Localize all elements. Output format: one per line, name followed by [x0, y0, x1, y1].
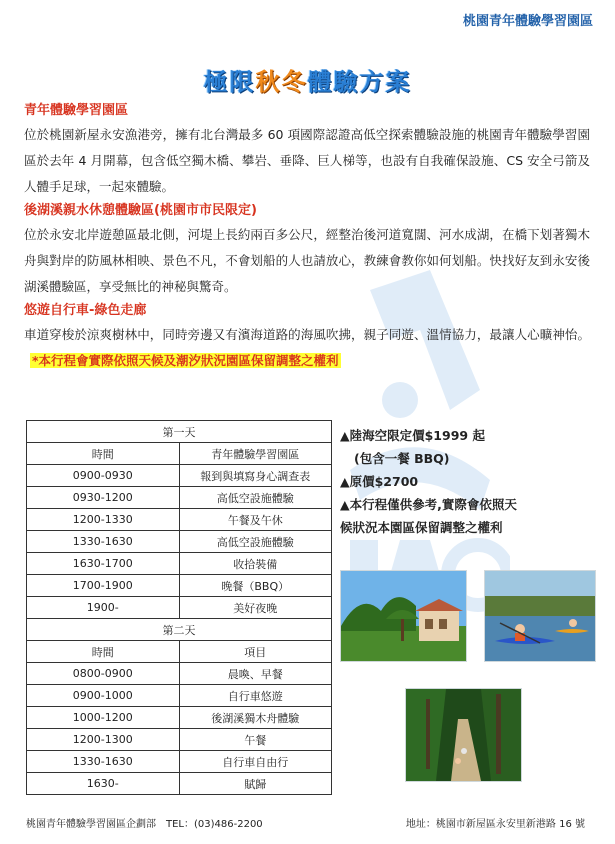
kayaking-photo	[484, 570, 596, 662]
table-row	[27, 751, 332, 773]
section-text-bike	[24, 322, 590, 374]
table-row	[27, 465, 332, 487]
footer-address: 地址：桃園市新屋區永安里新港路 16 號	[405, 819, 585, 830]
row-time: 1200-1330	[27, 509, 180, 531]
day2-column-headers	[27, 641, 332, 663]
row-time: 0900-0930	[27, 465, 180, 487]
row-item: 自行車悠遊	[179, 685, 332, 707]
row-item: 午餐	[179, 729, 332, 751]
row-item: 美好夜晚	[179, 597, 332, 619]
day1-column-headers	[27, 443, 332, 465]
table-row	[27, 553, 332, 575]
row-item: 晨喚、早餐	[179, 663, 332, 685]
section-heading-park: 青年體驗學習園區	[24, 103, 129, 118]
pricing-info	[340, 424, 590, 539]
section-text-park: 位於桃園新屋永安漁港旁，擁有北台灣最多 60 項國際認證高低空探索體驗設施的桃園青年體驗學習園區於去年 4 月開幕，包含低空獨木橋、攀岩、垂降、巨人梯等，也設有自我確保設施、CS 安全弓箭及人體手足球，一起來體驗。	[24, 127, 590, 194]
schedule-table	[26, 420, 332, 795]
price-disclaimer-2: 候狀況本園區保留調整之權利	[340, 520, 503, 535]
section-text-creek: 位於永安北岸遊憩區最北側，河堤上長約兩百多公尺，經整治後河道寬闊、河水成湖，在橋下划著獨木舟與對岸的防風林相映、景色不凡，不會划船的人也請放心，教練會教你如何划船。快找好友到永安後湖溪體驗區，享受無比的神秘與驚奇。	[24, 227, 590, 294]
table-row	[27, 707, 332, 729]
row-item: 午餐及午休	[179, 509, 332, 531]
title-part-2: 秋冬	[255, 68, 308, 96]
row-time: 0800-0900	[27, 663, 180, 685]
day2-col-time: 時間	[27, 641, 180, 663]
table-row	[27, 729, 332, 751]
price-disclaimer-1: ▲本行程僅供參考,實際會依照天	[340, 497, 517, 512]
table-row	[27, 685, 332, 707]
table-row	[27, 487, 332, 509]
table-row	[27, 509, 332, 531]
row-item: 收拾裝備	[179, 553, 332, 575]
row-time: 1700-1900	[27, 575, 180, 597]
table-row	[27, 597, 332, 619]
row-time: 1330-1630	[27, 751, 180, 773]
day1-col-time: 時間	[27, 443, 180, 465]
weather-note: *本行程會實際依照天候及潮汐狀況園區保留調整之權利	[32, 353, 339, 368]
day2-header-row	[27, 619, 332, 641]
row-time: 0900-1000	[27, 685, 180, 707]
day1-header-row	[27, 421, 332, 443]
price-special: ▲陸海空限定價$1999 起	[340, 428, 485, 443]
row-item: 賦歸	[179, 773, 332, 795]
section-heading-bike: 悠遊自行車-綠色走廊	[24, 303, 147, 318]
table-row	[27, 773, 332, 795]
table-row	[27, 663, 332, 685]
row-item: 自行車自由行	[179, 751, 332, 773]
row-time: 1330-1630	[27, 531, 180, 553]
row-time: 1200-1300	[27, 729, 180, 751]
row-time: 1000-1200	[27, 707, 180, 729]
row-time: 1900-	[27, 597, 180, 619]
title-part-3: 體驗方案	[307, 68, 412, 96]
day1-label: 第一天	[27, 421, 332, 443]
row-item: 後湖溪獨木舟體驗	[179, 707, 332, 729]
bike-path-photo	[405, 688, 522, 782]
day2-label: 第二天	[27, 619, 332, 641]
table-row	[27, 531, 332, 553]
row-item: 晚餐（BBQ）	[179, 575, 332, 597]
price-original: ▲原價$2700	[340, 474, 419, 489]
section-heading-creek: 後湖溪親水休憩體驗區(桃園市市民限定)	[24, 203, 257, 218]
row-item: 高低空設施體驗	[179, 487, 332, 509]
row-time: 1630-1700	[27, 553, 180, 575]
day2-col-item: 項目	[179, 641, 332, 663]
footer-contact: 桃園青年體驗學習園區企劃部 TEL：(03)486-2200	[26, 819, 263, 830]
row-item: 高低空設施體驗	[179, 531, 332, 553]
day1-col-item: 青年體驗學習園區	[179, 443, 332, 465]
row-time: 0930-1200	[27, 487, 180, 509]
section-text-bike-body: 車道穿梭於涼爽樹林中，同時旁邊又有濱海道路的海風吹拂，親子同遊、溫情協力，最讓人心曠神怡。	[24, 327, 590, 342]
title-part-1: 極限	[203, 68, 256, 96]
intro-content	[24, 100, 590, 374]
table-row	[27, 575, 332, 597]
header-org-name: 桃園青年體驗學習園區	[462, 14, 593, 29]
page-title	[0, 62, 615, 97]
price-includes: (包含一餐 BBQ)	[354, 451, 450, 466]
row-item: 報到與填寫身心調查表	[179, 465, 332, 487]
row-time: 1630-	[27, 773, 180, 795]
park-facility-photo	[340, 570, 467, 662]
